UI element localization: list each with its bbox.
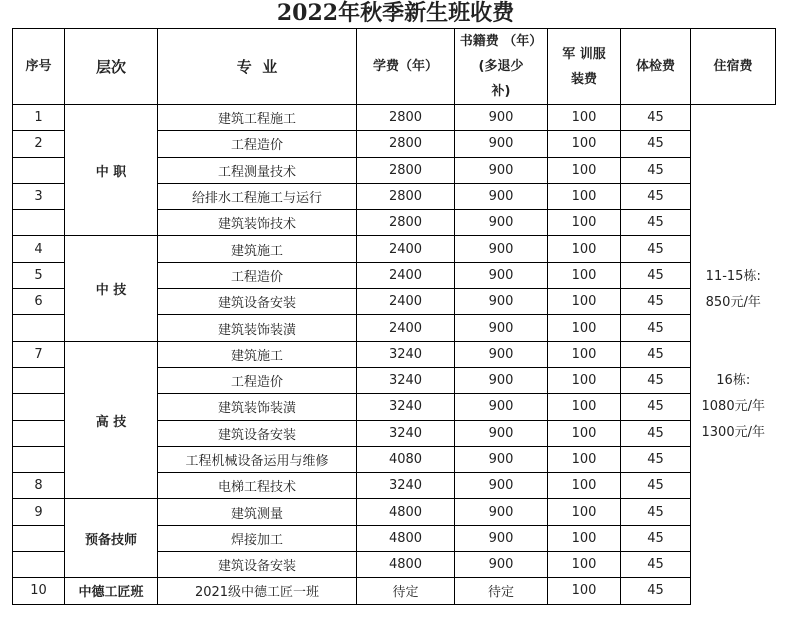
major-cell: 工程机械设备运用与维修 (158, 446, 357, 472)
dorm-text-line1: 11-15栋: (705, 268, 761, 284)
books-cell: 900 (455, 367, 548, 393)
books-cell: 900 (455, 525, 548, 551)
medical-cell: 45 (621, 473, 691, 499)
tuition-cell: 4800 (357, 552, 455, 578)
tuition-cell: 3240 (357, 341, 455, 367)
major-cell: 2021级中德工匠一班 (158, 578, 357, 604)
medical-cell: 45 (621, 394, 691, 420)
table-row (13, 578, 776, 604)
header-books-line1: 书籍费 （年） (459, 34, 543, 49)
major-cell: 建筑施工 (158, 236, 357, 262)
uniform-cell: 100 (548, 578, 621, 604)
tuition-cell: 2400 (357, 236, 455, 262)
seq-cell (13, 315, 65, 341)
tuition-cell: 3240 (357, 420, 455, 446)
major-cell: 工程造价 (158, 262, 357, 288)
header-major: 专 业 (158, 29, 357, 105)
level-cell: 中德工匠班 (65, 578, 158, 604)
major-cell: 建筑施工 (158, 341, 357, 367)
seq-cell: 5 (13, 262, 65, 288)
medical-cell: 45 (621, 210, 691, 236)
page-title: 2022年秋季新生班收费 (276, 0, 515, 26)
books-cell: 待定 (455, 578, 548, 604)
table-row (13, 341, 776, 367)
header-uniform (548, 29, 621, 105)
header-seq: 序号 (13, 29, 65, 105)
books-cell: 900 (455, 499, 548, 525)
uniform-cell: 100 (548, 210, 621, 236)
major-cell: 电梯工程技术 (158, 473, 357, 499)
table-row (13, 236, 776, 262)
medical-cell: 45 (621, 262, 691, 288)
medical-cell: 45 (621, 446, 691, 472)
uniform-cell: 100 (548, 236, 621, 262)
medical-cell: 45 (621, 499, 691, 525)
medical-cell: 45 (621, 236, 691, 262)
tuition-cell: 4080 (357, 446, 455, 472)
uniform-cell: 100 (548, 157, 621, 183)
dorm-text-line3: 16栋: (716, 372, 751, 388)
uniform-cell: 100 (548, 105, 621, 131)
seq-cell (13, 420, 65, 446)
header-medical: 体检费 (621, 29, 691, 105)
table-row (13, 105, 776, 131)
uniform-cell: 100 (548, 262, 621, 288)
major-cell: 工程造价 (158, 367, 357, 393)
header-level: 层次 (65, 29, 158, 105)
seq-cell: 9 (13, 499, 65, 525)
major-cell: 建筑设备安装 (158, 552, 357, 578)
header-books-line3: 补) (491, 84, 511, 99)
uniform-cell: 100 (548, 525, 621, 551)
medical-cell: 45 (621, 157, 691, 183)
seq-cell: 8 (13, 473, 65, 499)
major-cell: 焊接加工 (158, 525, 357, 551)
tuition-cell: 2800 (357, 131, 455, 157)
books-cell: 900 (455, 236, 548, 262)
seq-cell: 6 (13, 289, 65, 315)
level-cell: 中 职 (65, 105, 158, 236)
books-cell: 900 (455, 131, 548, 157)
medical-cell: 45 (621, 315, 691, 341)
uniform-cell: 100 (548, 289, 621, 315)
header-dorm: 住宿费 (691, 29, 776, 105)
uniform-cell: 100 (548, 473, 621, 499)
uniform-cell: 100 (548, 183, 621, 209)
dorm-cell (691, 105, 776, 605)
uniform-cell: 100 (548, 131, 621, 157)
major-cell: 给排水工程施工与运行 (158, 183, 357, 209)
tuition-cell: 2400 (357, 315, 455, 341)
tuition-cell: 3240 (357, 394, 455, 420)
dorm-text-line4: 1080元/年 (701, 398, 765, 414)
major-cell: 建筑工程施工 (158, 105, 357, 131)
tuition-cell: 2800 (357, 157, 455, 183)
uniform-cell: 100 (548, 552, 621, 578)
seq-cell: 10 (13, 578, 65, 604)
books-cell: 900 (455, 289, 548, 315)
tuition-cell: 2400 (357, 289, 455, 315)
books-cell: 900 (455, 315, 548, 341)
header-books (455, 29, 548, 105)
books-cell: 900 (455, 183, 548, 209)
seq-cell (13, 394, 65, 420)
major-cell: 工程测量技术 (158, 157, 357, 183)
books-cell: 900 (455, 446, 548, 472)
major-cell: 建筑测量 (158, 499, 357, 525)
medical-cell: 45 (621, 131, 691, 157)
books-cell: 900 (455, 341, 548, 367)
medical-cell: 45 (621, 552, 691, 578)
seq-cell: 2 (13, 131, 65, 157)
tuition-cell: 2800 (357, 183, 455, 209)
major-cell: 工程造价 (158, 131, 357, 157)
tuition-cell: 2800 (357, 210, 455, 236)
uniform-cell: 100 (548, 367, 621, 393)
uniform-cell: 100 (548, 446, 621, 472)
books-cell: 900 (455, 157, 548, 183)
seq-cell (13, 157, 65, 183)
tuition-cell: 3240 (357, 367, 455, 393)
table-row (13, 499, 776, 525)
medical-cell: 45 (621, 183, 691, 209)
seq-cell (13, 210, 65, 236)
fee-table (12, 28, 776, 605)
seq-cell (13, 367, 65, 393)
major-cell: 建筑设备安装 (158, 420, 357, 446)
tuition-cell: 2400 (357, 262, 455, 288)
tuition-cell: 4800 (357, 525, 455, 551)
tuition-cell: 待定 (357, 578, 455, 604)
tuition-cell: 4800 (357, 499, 455, 525)
tuition-cell: 2800 (357, 105, 455, 131)
medical-cell: 45 (621, 105, 691, 131)
medical-cell: 45 (621, 420, 691, 446)
books-cell: 900 (455, 262, 548, 288)
seq-cell (13, 446, 65, 472)
uniform-cell: 100 (548, 499, 621, 525)
books-cell: 900 (455, 105, 548, 131)
uniform-cell: 100 (548, 394, 621, 420)
header-row (13, 29, 776, 105)
seq-cell (13, 525, 65, 551)
medical-cell: 45 (621, 341, 691, 367)
dorm-spacer (691, 316, 776, 368)
uniform-cell: 100 (548, 341, 621, 367)
books-cell: 900 (455, 210, 548, 236)
major-cell: 建筑装饰技术 (158, 210, 357, 236)
major-cell: 建筑装饰装潢 (158, 315, 357, 341)
level-cell: 中 技 (65, 236, 158, 341)
seq-cell: 1 (13, 105, 65, 131)
major-cell: 建筑装饰装潢 (158, 394, 357, 420)
books-cell: 900 (455, 420, 548, 446)
books-cell: 900 (455, 394, 548, 420)
seq-cell: 3 (13, 183, 65, 209)
header-tuition: 学费（年） (357, 29, 455, 105)
seq-cell: 7 (13, 341, 65, 367)
level-cell: 高 技 (65, 341, 158, 499)
uniform-cell: 100 (548, 420, 621, 446)
major-cell: 建筑设备安装 (158, 289, 357, 315)
medical-cell: 45 (621, 578, 691, 604)
medical-cell: 45 (621, 367, 691, 393)
seq-cell: 4 (13, 236, 65, 262)
seq-cell (13, 552, 65, 578)
books-cell: 900 (455, 552, 548, 578)
dorm-text-line5: 1300元/年 (701, 424, 765, 440)
level-cell: 预备技师 (65, 499, 158, 578)
header-uniform-line1: 军 训服 (562, 46, 606, 62)
tuition-cell: 3240 (357, 473, 455, 499)
dorm-text-line2: 850元/年 (705, 294, 761, 310)
uniform-cell: 100 (548, 315, 621, 341)
medical-cell: 45 (621, 525, 691, 551)
medical-cell: 45 (621, 289, 691, 315)
header-uniform-line2: 装费 (570, 71, 597, 87)
books-cell: 900 (455, 473, 548, 499)
header-books-line2: (多退少 (478, 59, 524, 74)
